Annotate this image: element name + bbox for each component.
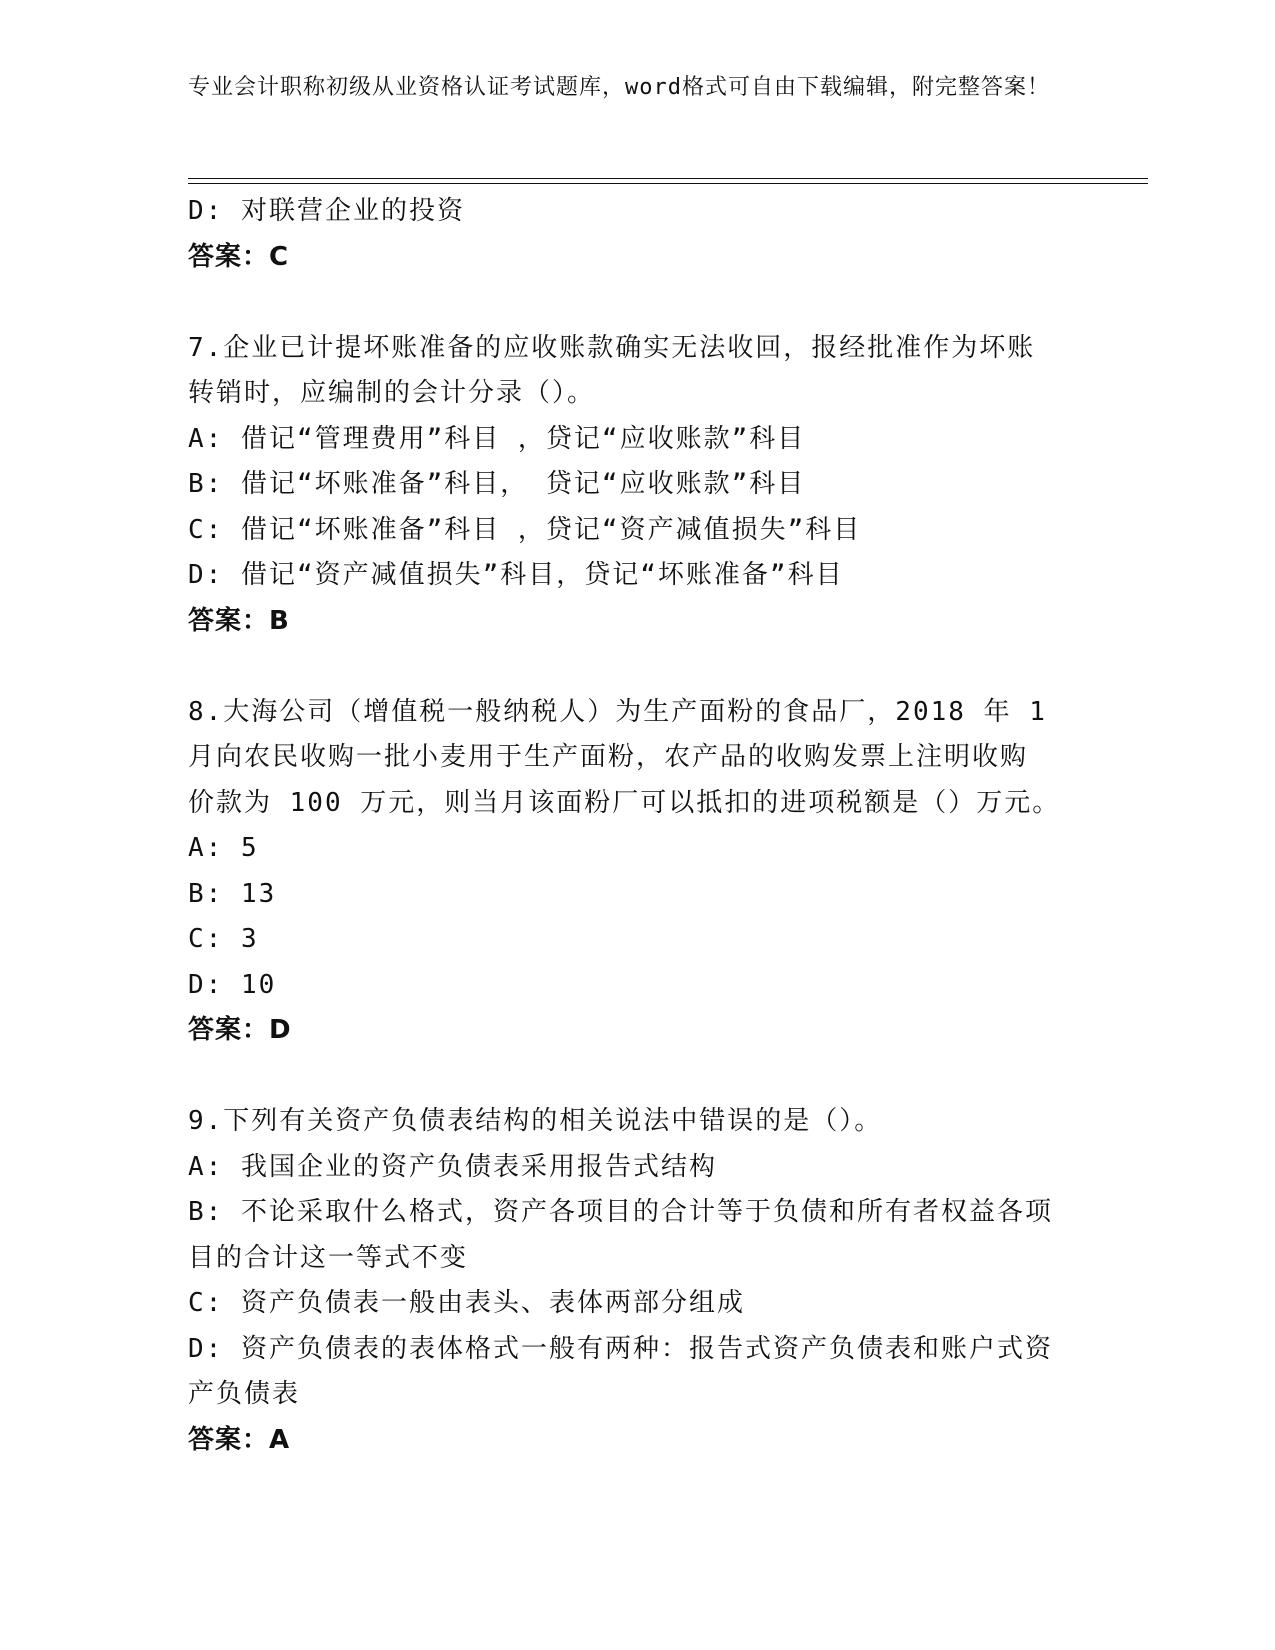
q8-option-b: B: 13 xyxy=(188,878,277,909)
page-header: 专业会计职称初级从业资格认证考试题库，word格式可自由下载编辑，附完整答案！ xyxy=(188,75,1050,100)
q6-answer: 答案：C xyxy=(188,241,290,272)
question-content xyxy=(188,189,1088,1463)
q9-option-c: C: 资产负债表一般由表头、表体两部分组成 xyxy=(188,1288,745,1318)
q9-stem-line1: 9.下列有关资产负债表结构的相关说法中错误的是（）。 xyxy=(188,1106,883,1136)
q9-option-a: A: 我国企业的资产负债表采用报告式结构 xyxy=(188,1151,717,1182)
q8-option-d: D: 10 xyxy=(188,969,277,1000)
spacer xyxy=(188,644,1088,690)
spacer xyxy=(188,280,1088,326)
q7-option-a: A: 借记“管理费用”科目 ，贷记“应收账款”科目 xyxy=(188,423,806,454)
q9-option-d-line2: 产负债表 xyxy=(188,1379,301,1409)
header-rule-top xyxy=(188,178,1148,179)
q8-stem-line2: 月向农民收购一批小麦用于生产面粉，农产品的收购发票上注明收购 xyxy=(188,742,1029,772)
q6-option-d: D: 对联营企业的投资 xyxy=(188,196,465,226)
q7-option-c: C: 借记“坏账准备”科目 ，贷记“资产减值损失”科目 xyxy=(188,514,862,545)
q8-stem-line3: 价款为 100 万元，则当月该面粉厂可以抵扣的进项税额是（）万元。 xyxy=(188,787,1061,818)
q8-option-c: C: 3 xyxy=(188,924,259,954)
q8-answer: 答案：D xyxy=(188,1015,292,1045)
q7-stem-line2: 转销时，应编制的会计分录（）。 xyxy=(188,378,596,408)
q9-option-b-line2: 目的合计这一等式不变 xyxy=(188,1242,469,1273)
q9-answer: 答案：A xyxy=(188,1424,291,1455)
q7-option-b: B: 借记“坏账准备”科目， 贷记“应收账款”科目 xyxy=(188,469,806,499)
spacer xyxy=(188,1054,1088,1100)
header-rule-bottom xyxy=(188,183,1148,184)
q8-option-a: A: 5 xyxy=(188,833,259,863)
q7-option-d: D: 借记“资产减值损失”科目，贷记“坏账准备”科目 xyxy=(188,560,844,590)
q7-stem-line1: 7.企业已计提坏账准备的应收账款确实无法收回，报经批准作为坏账 xyxy=(188,332,1036,363)
q9-option-d-line1: D: 资产负债表的表体格式一般有两种：报告式资产负债表和账户式资 xyxy=(188,1333,1053,1364)
q9-option-b-line1: B: 不论采取什么格式，资产各项目的合计等于负债和所有者权益各项 xyxy=(188,1197,1053,1227)
q7-answer: 答案：B xyxy=(188,605,290,636)
q8-stem-line1: 8.大海公司（增值税一般纳税人）为生产面粉的食品厂，2018 年 1 xyxy=(188,696,1047,727)
